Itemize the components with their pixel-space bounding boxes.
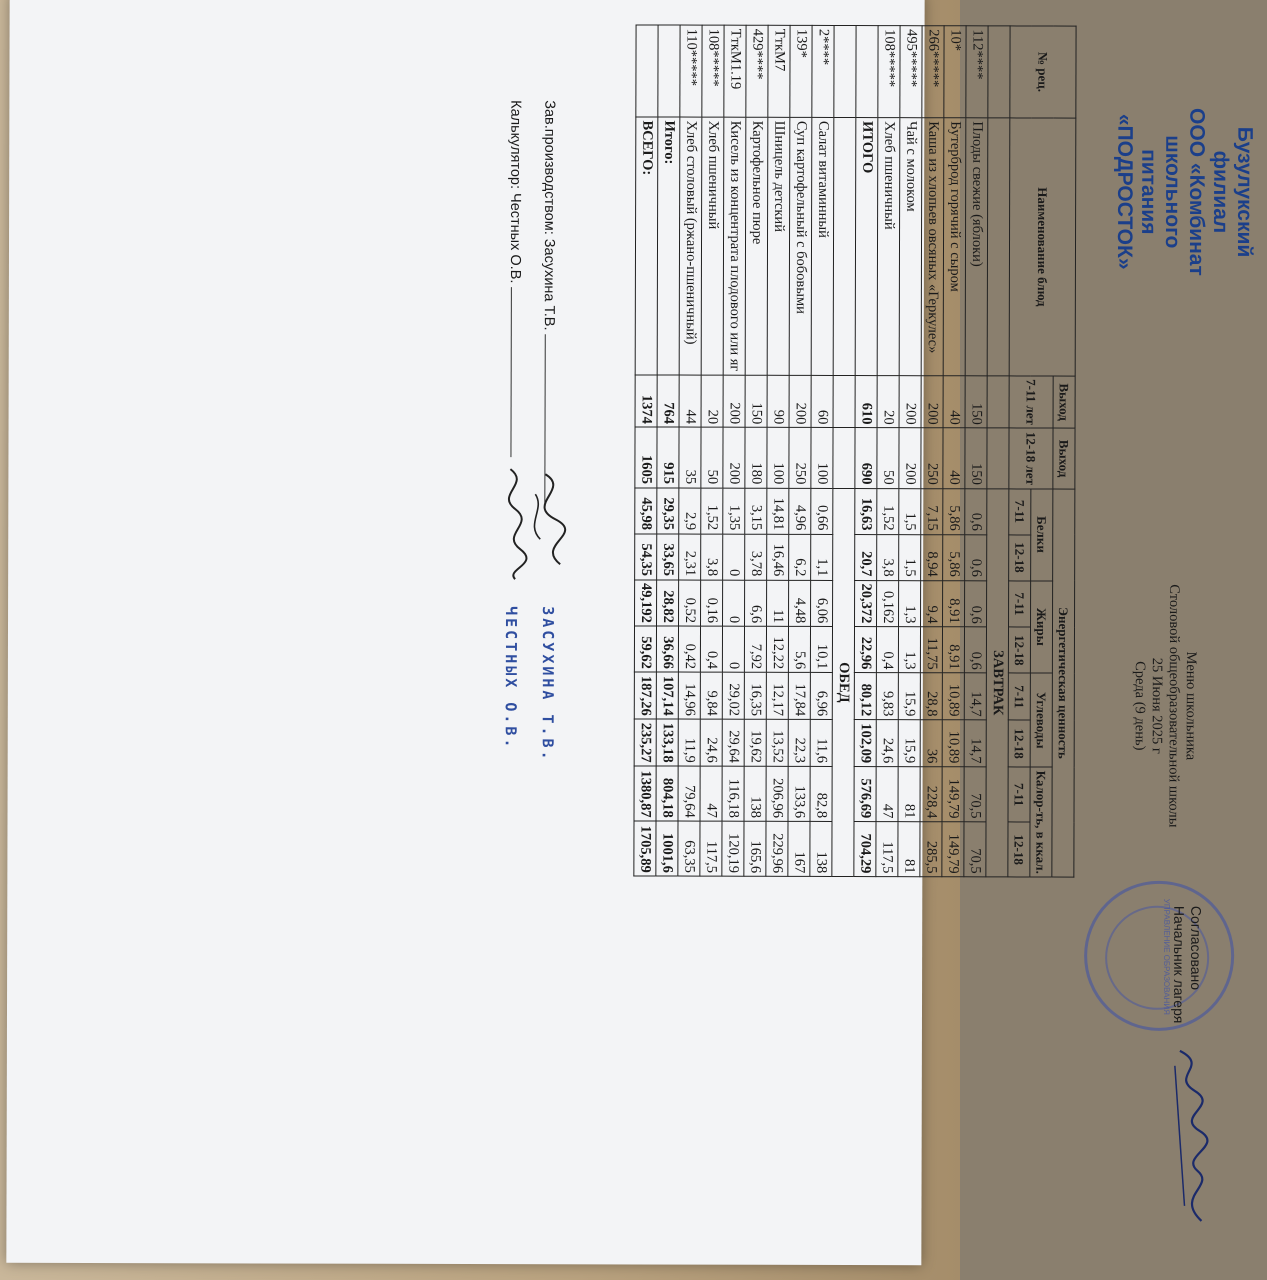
value-cell-k2: 229,96 (766, 822, 788, 877)
value-cell-p2: 16,46 (767, 534, 789, 580)
signature-line (510, 287, 525, 457)
value-cell-c1: 80,12 (854, 673, 876, 720)
value-cell-c1: 12,17 (766, 673, 788, 720)
chief-name-stamp: ЗАСУХИНА Т.В. (538, 606, 558, 763)
org-line-2: ООО «Комбинат (1184, 108, 1209, 276)
value-cell-c2: 11,9 (678, 719, 700, 766)
header-sub-7-11: 7-11 (1009, 580, 1031, 627)
header-sub-12-18: 12-18 (1009, 534, 1031, 580)
value-cell-p2: 1,1 (811, 534, 833, 580)
value-cell-c1: 107,14 (656, 672, 678, 719)
value-cell-p1: 16,63 (855, 488, 877, 534)
value-cell-k2: 120,19 (722, 821, 744, 876)
value-cell-o2: 40 (943, 428, 965, 488)
value-cell-k2: 117,5 (700, 821, 722, 876)
value-cell-o1: 200 (921, 375, 943, 428)
header-age-old: 12-18 лет (1009, 428, 1053, 488)
value-cell-o2: 200 (899, 428, 921, 488)
approval-line-2: Начальник лагеря (1170, 905, 1188, 1024)
menu-title (1130, 556, 1199, 856)
value-cell-o1: 150 (965, 375, 987, 428)
value-cell-p2: 3,8 (877, 534, 899, 580)
value-cell-k2: 117,5 (876, 822, 898, 877)
value-cell-f1: 28,82 (657, 580, 679, 627)
value-cell-k1: 47 (700, 766, 722, 821)
value-cell-k2: 70,5 (964, 822, 986, 877)
value-cell-k1: 228,4 (920, 767, 942, 822)
recipe-no-cell: 108***** (878, 26, 900, 118)
recipe-no-cell: 10* (944, 26, 966, 118)
value-cell-c1: 16,35 (744, 673, 766, 720)
dish-name-cell: Бутерброд горячий с сыром (943, 118, 966, 376)
value-cell-c1: 28,8 (920, 673, 942, 720)
value-cell-p1: 1,35 (723, 488, 745, 534)
calculator-name-stamp: ЧЕСТНЫХ О.В. (501, 606, 521, 751)
value-cell-k1: 47 (876, 767, 898, 822)
value-cell-c2: 102,09 (854, 720, 876, 767)
header-sub-7-11: 7-11 (1008, 767, 1030, 822)
table-row (744, 25, 768, 876)
header-dish-name: Наименование блюд (1009, 118, 1076, 376)
value-cell-c2: 19,62 (744, 719, 766, 766)
value-cell-c1: 17,84 (788, 673, 810, 720)
value-cell-f2: 0,4 (700, 626, 722, 672)
recipe-no-cell (856, 26, 878, 118)
value-cell-k2: 285,5 (920, 822, 942, 877)
value-cell-c2: 13,52 (766, 720, 788, 767)
value-cell-o1: 610 (855, 375, 877, 428)
value-cell-k1: 576,69 (854, 767, 876, 822)
value-cell-p1: 5,86 (943, 488, 965, 534)
value-cell-o2: 150 (965, 428, 987, 488)
value-cell-f1: 6,06 (811, 580, 833, 627)
header-kcal: Калор-ть, в ккал. (1030, 767, 1052, 877)
recipe-no-cell: 139* (790, 25, 812, 117)
value-cell-c1: 6,96 (810, 673, 832, 720)
recipe-no-cell: ТткМ1.19 (724, 25, 746, 117)
menu-sheet (6, 0, 1257, 1265)
value-cell-k1: 79,64 (678, 766, 700, 821)
signatures-footer (497, 100, 566, 505)
value-cell-k1: 133,6 (788, 766, 810, 821)
lunch-label: ОБЕД (832, 488, 855, 877)
header-fats: Жиры (1030, 580, 1052, 673)
value-cell-f2: 22,96 (854, 627, 876, 673)
value-cell-p1: 14,81 (767, 488, 789, 534)
value-cell-o2: 250 (789, 428, 811, 488)
round-seal-stamp (1084, 881, 1234, 1031)
value-cell-p2: 8,94 (921, 534, 943, 580)
calculator-line (497, 100, 532, 504)
header-recipe-no: № рец. (1010, 26, 1076, 118)
value-cell-c2: 15,9 (898, 720, 920, 767)
dish-name-cell: Итого: (657, 117, 680, 375)
value-cell-o1: 200 (899, 375, 921, 428)
header-sub-7-11: 7-11 (1008, 673, 1030, 720)
production-chief-line (531, 100, 566, 504)
value-cell-c1: 10,89 (942, 673, 964, 720)
value-cell-o1: 60 (811, 375, 833, 428)
value-cell-o2: 690 (855, 428, 877, 488)
value-cell-f2: 11,75 (920, 627, 942, 673)
value-cell-o2: 250 (921, 428, 943, 488)
value-cell-f2: 0,6 (964, 627, 986, 673)
header-sub-12-18: 12-18 (1008, 822, 1030, 877)
value-cell-f2: 5,6 (788, 627, 810, 673)
table-row (898, 26, 922, 877)
value-cell-o2: 100 (811, 428, 833, 488)
value-cell-f2: 36,66 (656, 626, 678, 672)
section-row-lunch (832, 25, 856, 876)
value-cell-f2: 8,91 (942, 627, 964, 673)
table-row (920, 26, 944, 877)
title-line-3: 25 Июня 2025 г (1148, 657, 1165, 754)
camp-head-signature (1159, 1046, 1219, 1226)
recipe-no-cell (658, 25, 680, 117)
value-cell-p2: 3,8 (701, 534, 723, 580)
dish-name-cell: Картофельное пюре (745, 117, 768, 375)
value-cell-k2: 165,6 (744, 821, 766, 876)
dish-name-cell: Каша из хлопьев овсяных «Геркулес» (921, 118, 944, 376)
value-cell-f1: 11 (767, 580, 789, 627)
value-cell-k2: 704,29 (854, 822, 876, 877)
value-cell-o2: 915 (657, 427, 679, 487)
value-cell-f2: 10,1 (810, 627, 832, 673)
seal-text: УПРАВЛЕНИЕ ОБРАЗОВАНИЯ (1161, 898, 1172, 1015)
table-row (788, 25, 812, 876)
value-cell-p2: 5,86 (943, 534, 965, 580)
value-cell-c2: 235,27 (634, 719, 656, 766)
org-line-1: Бузулукский филиал (1209, 126, 1257, 258)
approval-line-1: Согласовано (1188, 905, 1205, 991)
value-cell-f1: 4,48 (789, 580, 811, 627)
dish-name-cell: ИТОГО (855, 118, 878, 376)
value-cell-f1: 0 (723, 580, 745, 627)
dish-name-cell: Чай с молоком (899, 118, 922, 376)
dish-name-cell: Хлеб пшеничный (877, 118, 900, 376)
value-cell-p2: 33,65 (657, 534, 679, 580)
dish-name-cell: Кисель из концентрата плодового или яг (723, 117, 746, 375)
value-cell-p2: 0,6 (965, 534, 987, 580)
value-cell-f1: 0,6 (965, 580, 987, 627)
value-cell-p1: 1,5 (899, 488, 921, 534)
value-cell-o1: 20 (877, 375, 899, 428)
value-cell-f1: 8,91 (943, 580, 965, 627)
value-cell-k2: 81 (898, 822, 920, 877)
breakfast-total-row (854, 26, 878, 877)
dish-name-cell: Салат витаминный (811, 117, 834, 375)
value-cell-p1: 29,35 (657, 488, 679, 534)
value-cell-f2: 0,42 (678, 626, 700, 672)
value-cell-f1: 20,372 (855, 580, 877, 627)
value-cell-c2: 24,6 (876, 720, 898, 767)
recipe-no-cell: 110***** (680, 25, 702, 117)
table-row (722, 25, 746, 876)
value-cell-p2: 1,5 (899, 534, 921, 580)
value-cell-p1: 1,52 (877, 488, 899, 534)
table-row (810, 25, 834, 876)
value-cell-c1: 14,7 (964, 673, 986, 720)
value-cell-f2: 0,4 (876, 627, 898, 673)
title-line-4: Среда (9 день) (1131, 661, 1148, 751)
table-row (678, 25, 702, 876)
dish-name-cell: ВСЕГО: (635, 117, 658, 375)
value-cell-o1: 200 (723, 375, 745, 428)
dish-name-cell: Хлеб столовый (ржано-пшеничный) (679, 117, 702, 375)
recipe-no-cell: 429**** (746, 25, 768, 117)
value-cell-p1: 7,15 (921, 488, 943, 534)
lunch-total-row (656, 25, 680, 876)
value-cell-p1: 3,15 (745, 488, 767, 534)
recipe-no-cell: 108***** (702, 25, 724, 117)
value-cell-f1: 0,16 (701, 580, 723, 627)
value-cell-o2: 35 (679, 428, 701, 488)
value-cell-c2: 133,18 (656, 719, 678, 766)
value-cell-o1: 764 (657, 375, 679, 428)
table-row (876, 26, 900, 877)
table-row (700, 25, 724, 876)
value-cell-o1: 1374 (635, 375, 657, 428)
value-cell-p1: 0,66 (811, 488, 833, 534)
org-line-3: школьного питания (1137, 135, 1185, 249)
value-cell-c1: 29,02 (722, 673, 744, 720)
value-cell-c2: 36 (920, 720, 942, 767)
dish-name-cell: Хлеб пшеничный (701, 117, 724, 375)
value-cell-o1: 20 (701, 375, 723, 428)
header-out-young: Выход (1053, 376, 1075, 429)
value-cell-c2: 24,6 (700, 719, 722, 766)
value-cell-o2: 100 (767, 428, 789, 488)
value-cell-c1: 14,96 (678, 672, 700, 719)
value-cell-k1: 149,79 (942, 767, 964, 822)
value-cell-k2: 1705,89 (634, 821, 656, 876)
title-line-2: Столовой общеобразовательной школы (1165, 584, 1183, 828)
value-cell-o1: 200 (789, 375, 811, 428)
value-cell-o1: 150 (745, 375, 767, 428)
value-cell-f2: 7,92 (744, 627, 766, 673)
recipe-no-cell: ТткМ7 (768, 25, 790, 117)
dish-name-cell: Суп картофельный с бобовыми (789, 117, 812, 375)
header-sub-7-11: 7-11 (1009, 488, 1031, 534)
value-cell-k1: 81 (898, 767, 920, 822)
section-row-breakfast (986, 26, 1010, 877)
calculator-label: Калькулятор: Честных О.В. (506, 100, 524, 284)
grand-total-row (634, 25, 658, 876)
value-cell-o2: 200 (723, 428, 745, 488)
value-cell-p2: 2,31 (679, 534, 701, 580)
value-cell-c2: 11,6 (810, 720, 832, 767)
header-sub-12-18: 12-18 (1008, 627, 1030, 673)
value-cell-f1: 1,3 (899, 580, 921, 627)
value-cell-c1: 9,84 (700, 672, 722, 719)
value-cell-k1: 82,8 (810, 767, 832, 822)
dish-name-cell: Шницель детский (767, 117, 790, 375)
value-cell-o2: 50 (877, 428, 899, 488)
value-cell-k2: 149,79 (942, 822, 964, 877)
header-proteins: Белки (1031, 488, 1053, 580)
value-cell-c1: 187,26 (634, 672, 656, 719)
value-cell-p2: 0 (723, 534, 745, 580)
menu-table (633, 24, 1076, 877)
header-age-young: 7-11 лет (1009, 376, 1053, 429)
value-cell-f2: 59,62 (634, 626, 656, 672)
value-cell-p1: 2,9 (679, 488, 701, 534)
value-cell-c2: 14,7 (964, 720, 986, 767)
value-cell-p1: 4,96 (789, 488, 811, 534)
value-cell-k1: 206,96 (766, 766, 788, 821)
value-cell-p2: 20,7 (855, 534, 877, 580)
recipe-no-cell: 2**** (812, 25, 834, 117)
value-cell-p2: 6,2 (789, 534, 811, 580)
table-row (942, 26, 966, 877)
value-cell-k1: 804,18 (656, 766, 678, 821)
rotated-page (353, 0, 1266, 1253)
value-cell-p1: 1,52 (701, 488, 723, 534)
org-line-4: «ПОДРОСТОК» (1112, 113, 1137, 270)
title-line-1: Меню школьника (1182, 651, 1199, 761)
value-cell-c2: 22,3 (788, 720, 810, 767)
value-cell-p2: 3,78 (745, 534, 767, 580)
value-cell-k2: 63,35 (678, 821, 700, 876)
value-cell-f2: 1,3 (898, 627, 920, 673)
value-cell-f1: 9,4 (921, 580, 943, 627)
value-cell-k1: 138 (744, 766, 766, 821)
value-cell-o1: 44 (679, 375, 701, 428)
value-cell-p1: 0,6 (965, 488, 987, 534)
table-row (964, 26, 988, 877)
value-cell-k1: 70,5 (964, 767, 986, 822)
organization-name (1112, 92, 1257, 292)
header-out-old: Выход (1053, 429, 1075, 489)
recipe-no-cell: 112**** (966, 26, 988, 118)
value-cell-c2: 10,89 (942, 720, 964, 767)
value-cell-k1: 1380,87 (634, 766, 656, 821)
value-cell-p1: 45,98 (635, 487, 657, 533)
recipe-no-cell: 266***** (922, 26, 944, 118)
value-cell-k2: 138 (810, 822, 832, 877)
value-cell-o2: 50 (701, 428, 723, 488)
value-cell-o1: 40 (943, 375, 965, 428)
value-cell-o2: 180 (745, 428, 767, 488)
recipe-no-cell (636, 25, 658, 117)
value-cell-f1: 6,6 (745, 580, 767, 627)
value-cell-c1: 15,9 (898, 673, 920, 720)
header-carbs: Углеводы (1030, 673, 1052, 767)
value-cell-o1: 90 (767, 375, 789, 428)
header-energy: Энергетическая ценность (1052, 489, 1075, 878)
value-cell-f1: 0,52 (679, 580, 701, 627)
value-cell-f1: 49,192 (635, 579, 657, 626)
value-cell-c2: 29,64 (722, 719, 744, 766)
value-cell-k2: 167 (788, 822, 810, 877)
menu-table-body (634, 25, 1010, 877)
calculator-signature (490, 464, 540, 584)
dish-name-cell: Плоды свежие (яблоки) (965, 118, 988, 376)
header-sub-12-18: 12-18 (1008, 720, 1030, 767)
value-cell-f1: 0,162 (877, 580, 899, 627)
value-cell-k1: 116,18 (722, 766, 744, 821)
table-row (766, 25, 790, 876)
value-cell-k2: 1001,6 (656, 821, 678, 876)
recipe-no-cell: 495***** (900, 26, 922, 118)
value-cell-p2: 54,35 (635, 533, 657, 579)
value-cell-o2: 1605 (635, 427, 657, 487)
value-cell-f2: 0 (722, 627, 744, 673)
breakfast-label: ЗАВТРАК (986, 488, 1009, 877)
value-cell-f2: 12,22 (766, 627, 788, 673)
value-cell-c1: 9,83 (876, 673, 898, 720)
production-chief-label: Зав.производством: Засухина Т.В. (540, 100, 558, 331)
